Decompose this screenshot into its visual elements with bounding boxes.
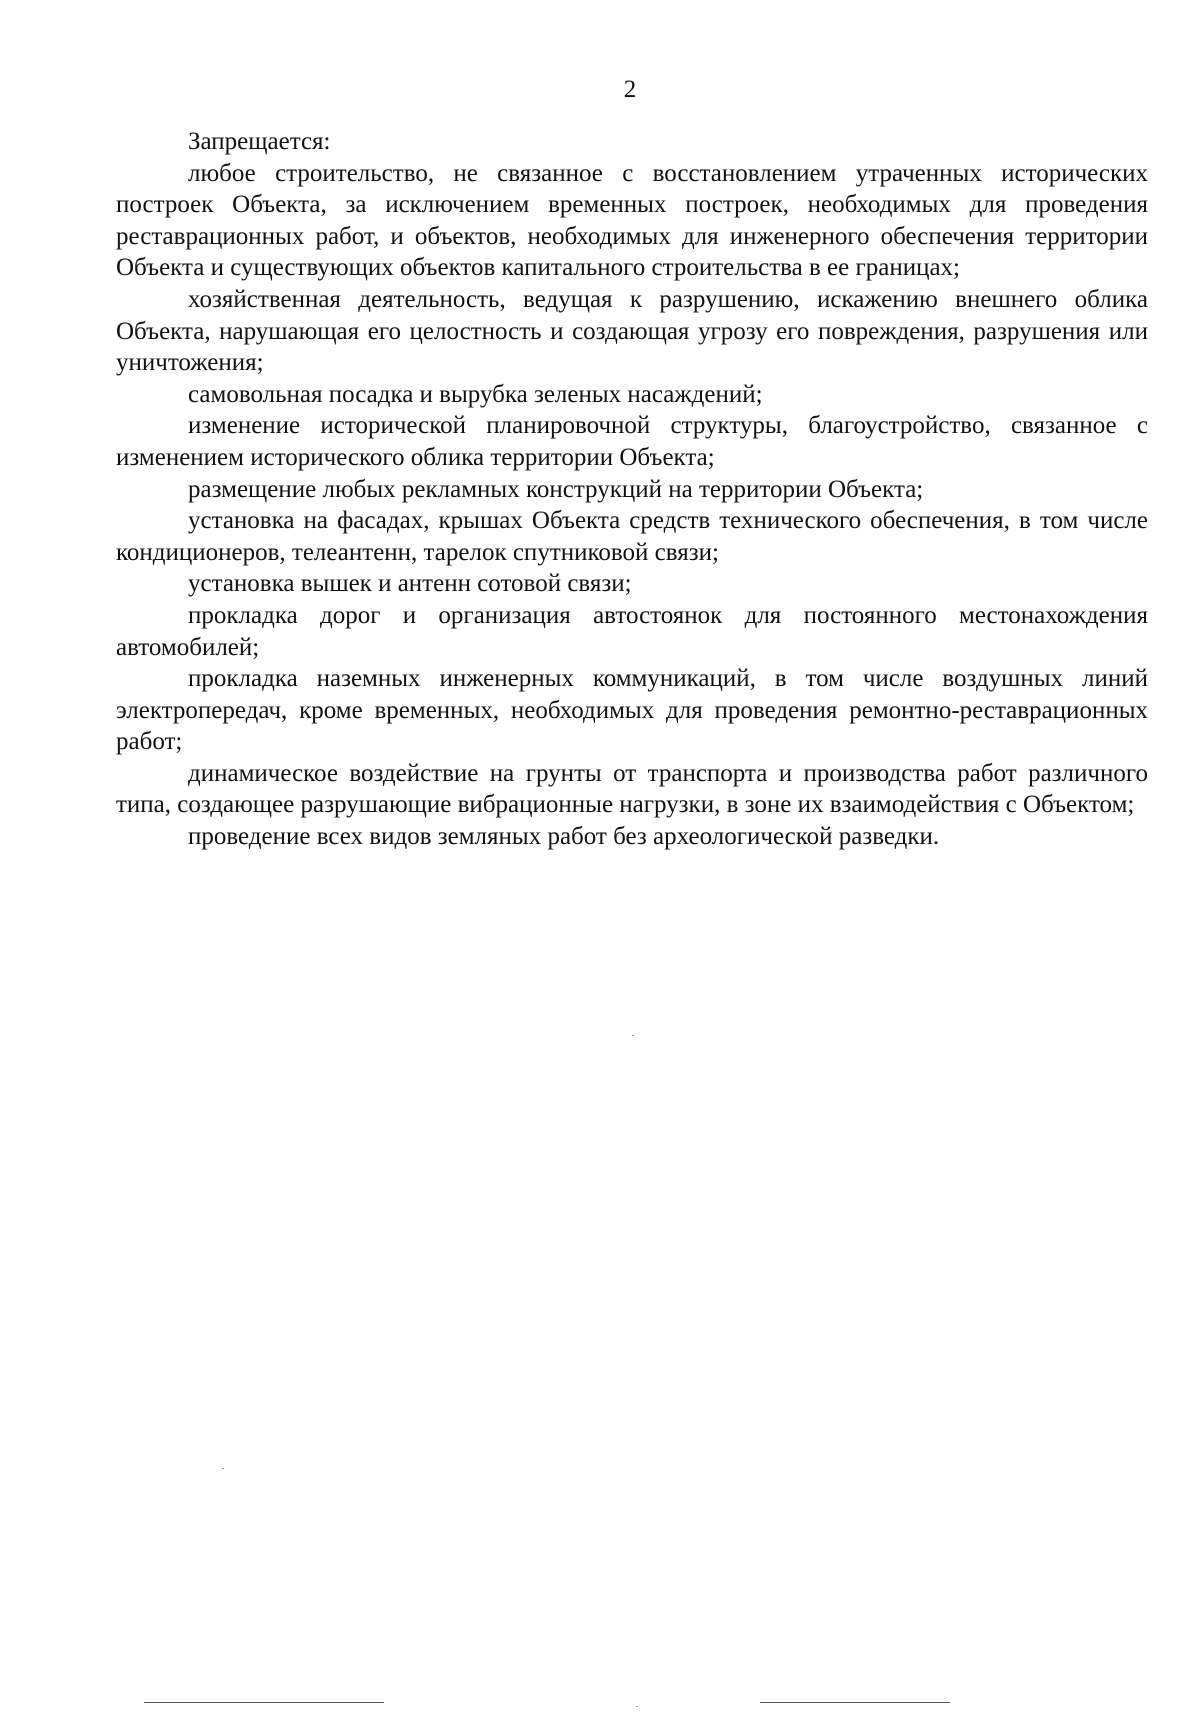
document-body <box>116 126 1148 853</box>
prohibition-item: установка вышек и антенн сотовой связи; <box>188 570 632 598</box>
section-heading: Запрещается: <box>188 128 331 155</box>
page-number: 2 <box>623 76 637 103</box>
footer-rule <box>144 1702 384 1703</box>
prohibition-item: установка на фасадах, крышах Объекта средств технического обеспечения, в том числе кондиционеров, телеантенн, тарелок спутниковой связи; <box>116 507 1148 566</box>
scan-speck <box>636 1706 638 1707</box>
prohibition-item: прокладка дорог и организация автостоянок для постоянного местонахождения автомобилей; <box>116 601 1148 661</box>
prohibition-item: динамическое воздействие на грунты от транспорта и производства работ различного типа, создающее разрушающие вибрационные нагрузки, в зоне их взаимодействия с Объектом; <box>116 759 1148 819</box>
footer-rule <box>760 1702 950 1703</box>
prohibition-item: размещение любых рекламных конструкций на территории Объекта; <box>188 475 924 503</box>
prohibition-item: любое строительство, не связанное с восстановлением утраченных исторических построек Объекта, за исключением временных построек, необходимых для проведения реставрационных работ, и объектов, необходимых для инженерного обеспечения территории Объекта и существующих объектов капитального строительства в ее границах; <box>116 159 1148 282</box>
prohibition-item: проведение всех видов земляных работ без археологической разведки. <box>188 823 940 851</box>
scan-speck <box>632 1035 634 1036</box>
scan-speck <box>222 1468 224 1469</box>
prohibition-item: изменение исторической планировочной структуры, благоустройство, связанное с изменением исторического облика территории Объекта; <box>116 412 1148 471</box>
prohibition-item: прокладка наземных инженерных коммуникаций, в том числе воздушных линий электропередач, кроме временных, необходимых для проведения ремонтно-реставрационных работ; <box>116 665 1148 756</box>
prohibition-item: самовольная посадка и вырубка зеленых насаждений; <box>188 380 763 408</box>
prohibition-item: хозяйственная деятельность, ведущая к разрушению, искажению внешнего облика Объекта, нарушающая его целостность и создающая угрозу его повреждения, разрушения или уничтожения; <box>116 285 1148 377</box>
